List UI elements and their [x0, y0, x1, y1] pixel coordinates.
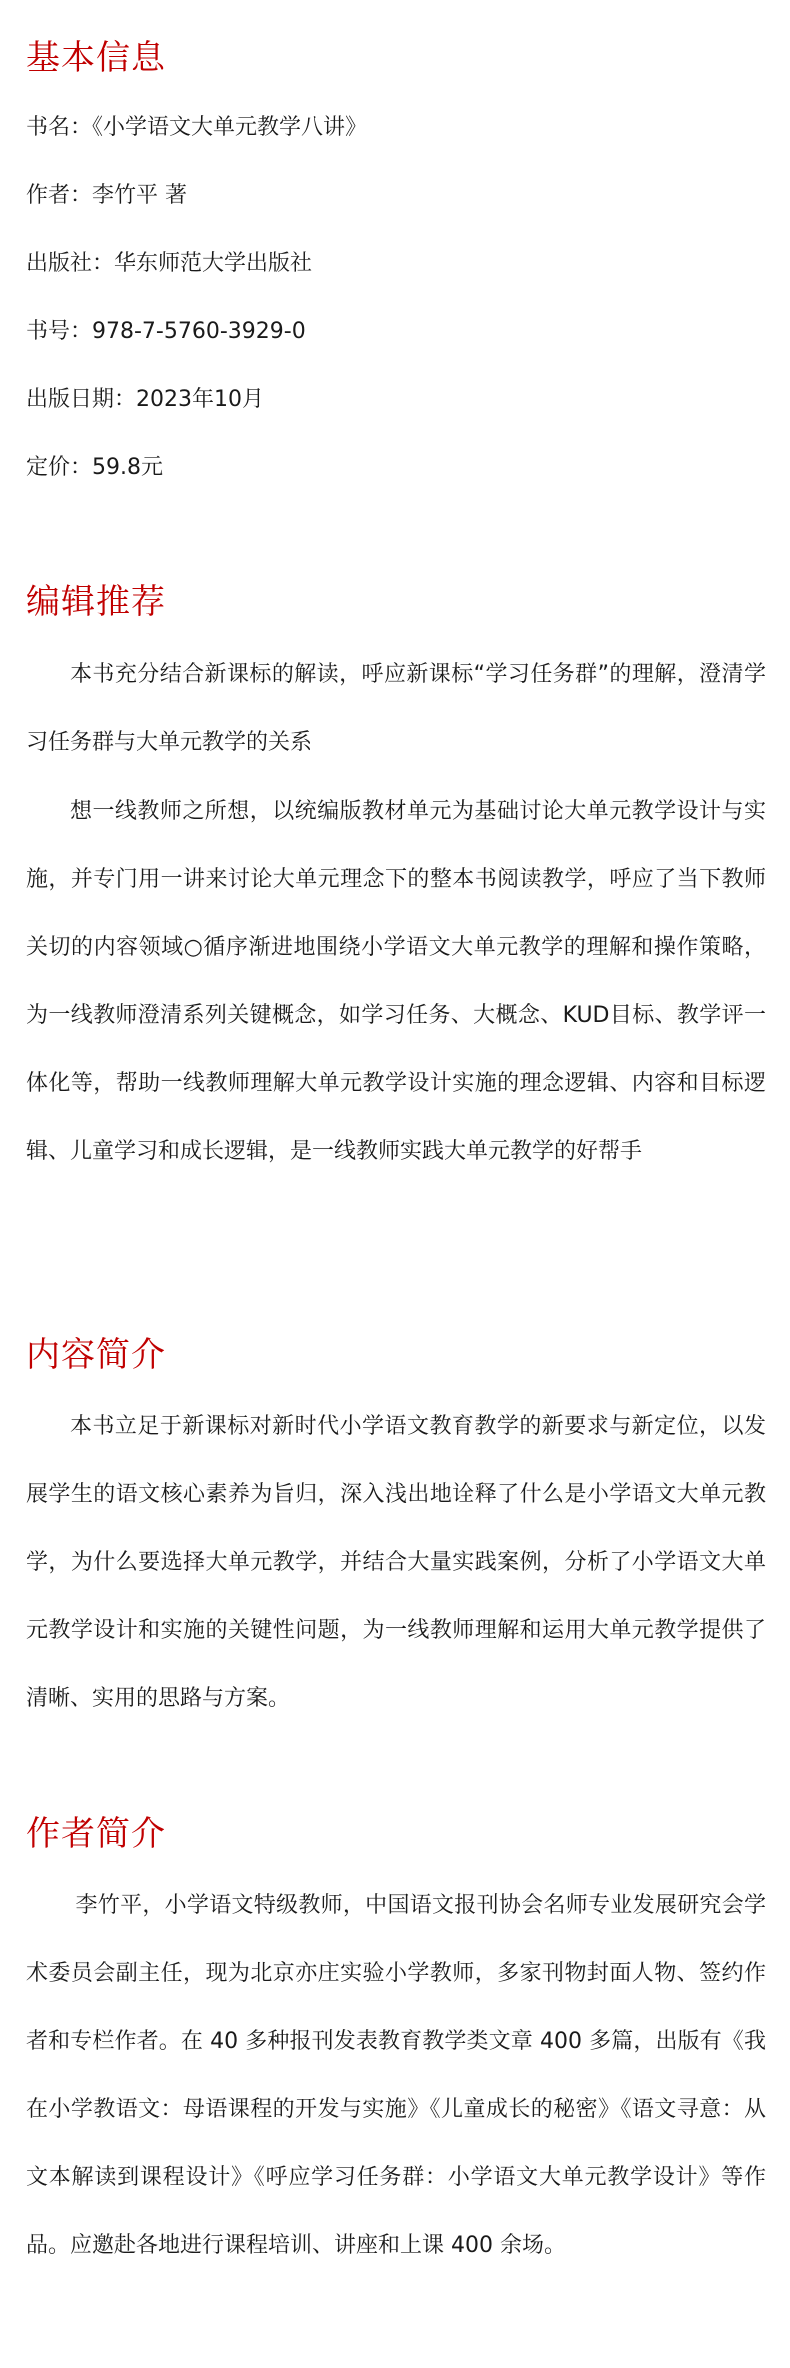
- content-summary-paragraph: 本书立足于新课标对新时代小学语文教育教学的新要求与新定位，以发展学生的语文核心素养为旨归，深入浅出地诠释了什么是小学语文大单元教学，为什么要选择大单元教学，并结合大量实践案例，分析了小学语文大单元教学设计和实施的关键性问题，为一线教师理解和运用大单元教学提供了清晰、实用的思路与方案。: [26, 1414, 766, 1711]
- basic-info-heading: 基本信息: [26, 38, 166, 78]
- author-intro-paragraph: 李竹平，小学语文特级教师，中国语文报刊协会名师专业发展研究会学术委员会副主任，现为北京亦庄实验小学教师，多家刊物封面人物、签约作者和专栏作者。在 40 多种报刊发表教育教学类文章 400 多篇，出版有《我在小学教语文：母语课程的开发与实施》《儿童成长的秘密》《语文寻意：从文本解读到课程设计》《呼应学习任务群：小学语文大单元教学设计》等作品。应邀赴各地进行课程培训、讲座和上课 400 余场。: [26, 1893, 766, 2258]
- author-line: 作者：李竹平 著: [26, 183, 187, 208]
- isbn-line: 书号：978-7-5760-3929-0: [26, 319, 306, 344]
- publish-date-line: 出版日期：2023年10月: [26, 387, 264, 412]
- publisher-line: 出版社：华东师范大学出版社: [26, 251, 313, 276]
- author-intro-heading: 作者简介: [26, 1814, 166, 1854]
- editor-recommendation-paragraph-1: 本书充分结合新课标的解读，呼应新课标“学习任务群”的理解，澄清学习任务群与大单元教学的关系: [26, 662, 766, 755]
- editor-recommendation-paragraph-2: 想一线教师之所想，以统编版教材单元为基础讨论大单元教学设计与实施，并专门用一讲来讨论大单元理念下的整本书阅读教学，呼应了当下教师关切的内容领域○循序渐进地围绕小学语文大单元教学的理解和操作策略，为一线教师澄清系列关键概念，如学习任务、大概念、KUD目标、教学评一体化等，帮助一线教师理解大单元教学设计实施的理念逻辑、内容和目标逻辑、儿童学习和成长逻辑，是一线教师实践大单元教学的好帮手: [26, 799, 766, 1164]
- book-title-line: 书名：《小学语文大单元教学八讲》: [26, 115, 368, 140]
- editor-recommendation-heading: 编辑推荐: [26, 582, 166, 622]
- price-line: 定价：59.8元: [26, 455, 163, 480]
- content-summary-heading: 内容简介: [26, 1335, 166, 1375]
